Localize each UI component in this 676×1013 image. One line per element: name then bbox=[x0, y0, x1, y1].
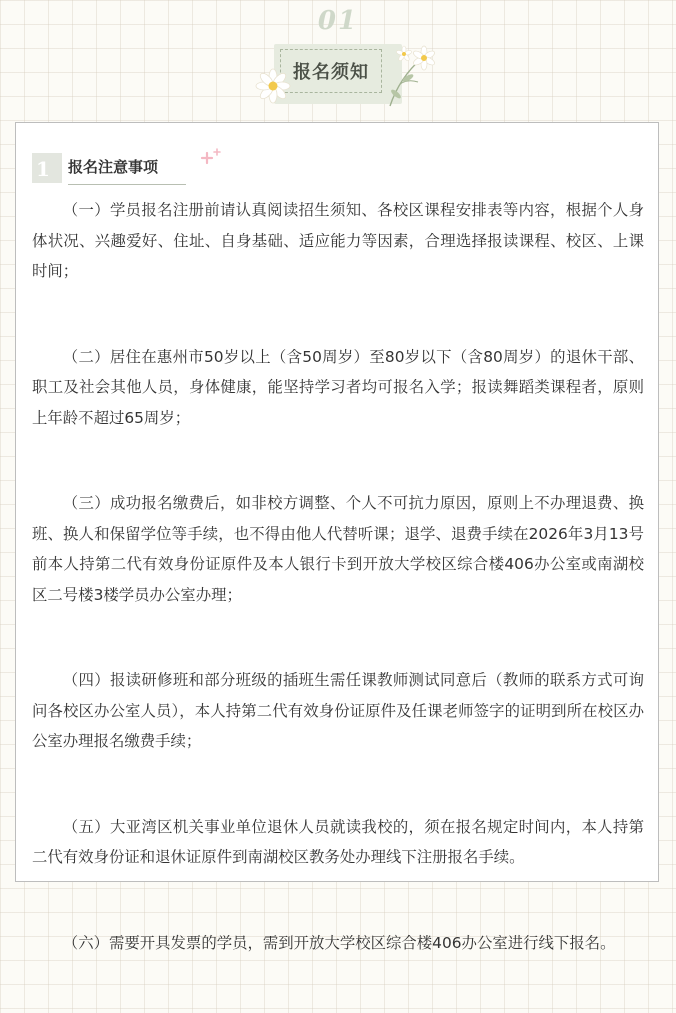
sub-heading bbox=[32, 153, 252, 183]
notice-paragraph-5: （五）大亚湾区机关事业单位退休人员就读我校的，须在报名规定时间内，本人持第二代有效身份证和退休证原件到南湖校区教务处办理线下注册报名手续。 bbox=[32, 817, 644, 866]
page-title: 报名须知 bbox=[280, 49, 382, 93]
notice-paragraph-3: （三）成功报名缴费后，如非校方调整、个人不可抗力原因，原则上不办理退费、换班、换人和保留学位等手续，也不得由他人代替听课；退学、退费手续在2026年3月13号前本人持第二代有效身份证原件及本人银行卡到开放大学校区综合楼406办公室或南湖校区二号楼3楼学员办公室办理； bbox=[32, 494, 644, 604]
sub-number: 1 bbox=[36, 157, 50, 181]
daisy-branch-icon bbox=[382, 44, 442, 108]
notice-paragraphs bbox=[32, 195, 644, 1013]
sub-number-box bbox=[32, 153, 62, 183]
daisy-flower-icon bbox=[255, 68, 291, 104]
sub-title-underline bbox=[68, 184, 186, 185]
notice-paragraph-2: （二）居住在惠州市50岁以上（含50周岁）至80岁以下（含80周岁）的退休干部、职工及社会其他人员，身体健康，能坚持学习者均可报名入学；报读舞蹈类课程者，原则上年龄不超过65周岁； bbox=[32, 347, 644, 427]
notice-paragraph-6: （六）需要开具发票的学员，需到开放大学校区综合楼406办公室进行线下报名。 bbox=[62, 933, 616, 952]
notice-paragraph-1: （一）学员报名注册前请认真阅读招生须知、各校区课程安排表等内容，根据个人身体状况、兴趣爱好、住址、自身基础、适应能力等因素，合理选择报读课程、校区、上课时间； bbox=[32, 201, 644, 280]
sub-title: 报名注意事项 bbox=[68, 158, 159, 176]
notice-paragraph-4: （四）报读研修班和部分班级的插班生需任课教师测试同意后（教师的联系方式可询问各校区办公室人员），本人持第二代有效身份证原件及任课老师签字的证明到所在校区办公室办理报名缴费手续； bbox=[32, 671, 644, 750]
header bbox=[0, 0, 676, 122]
sparkle-icon bbox=[198, 147, 224, 173]
section-number: 01 bbox=[317, 6, 359, 36]
notice-card bbox=[15, 122, 659, 952]
